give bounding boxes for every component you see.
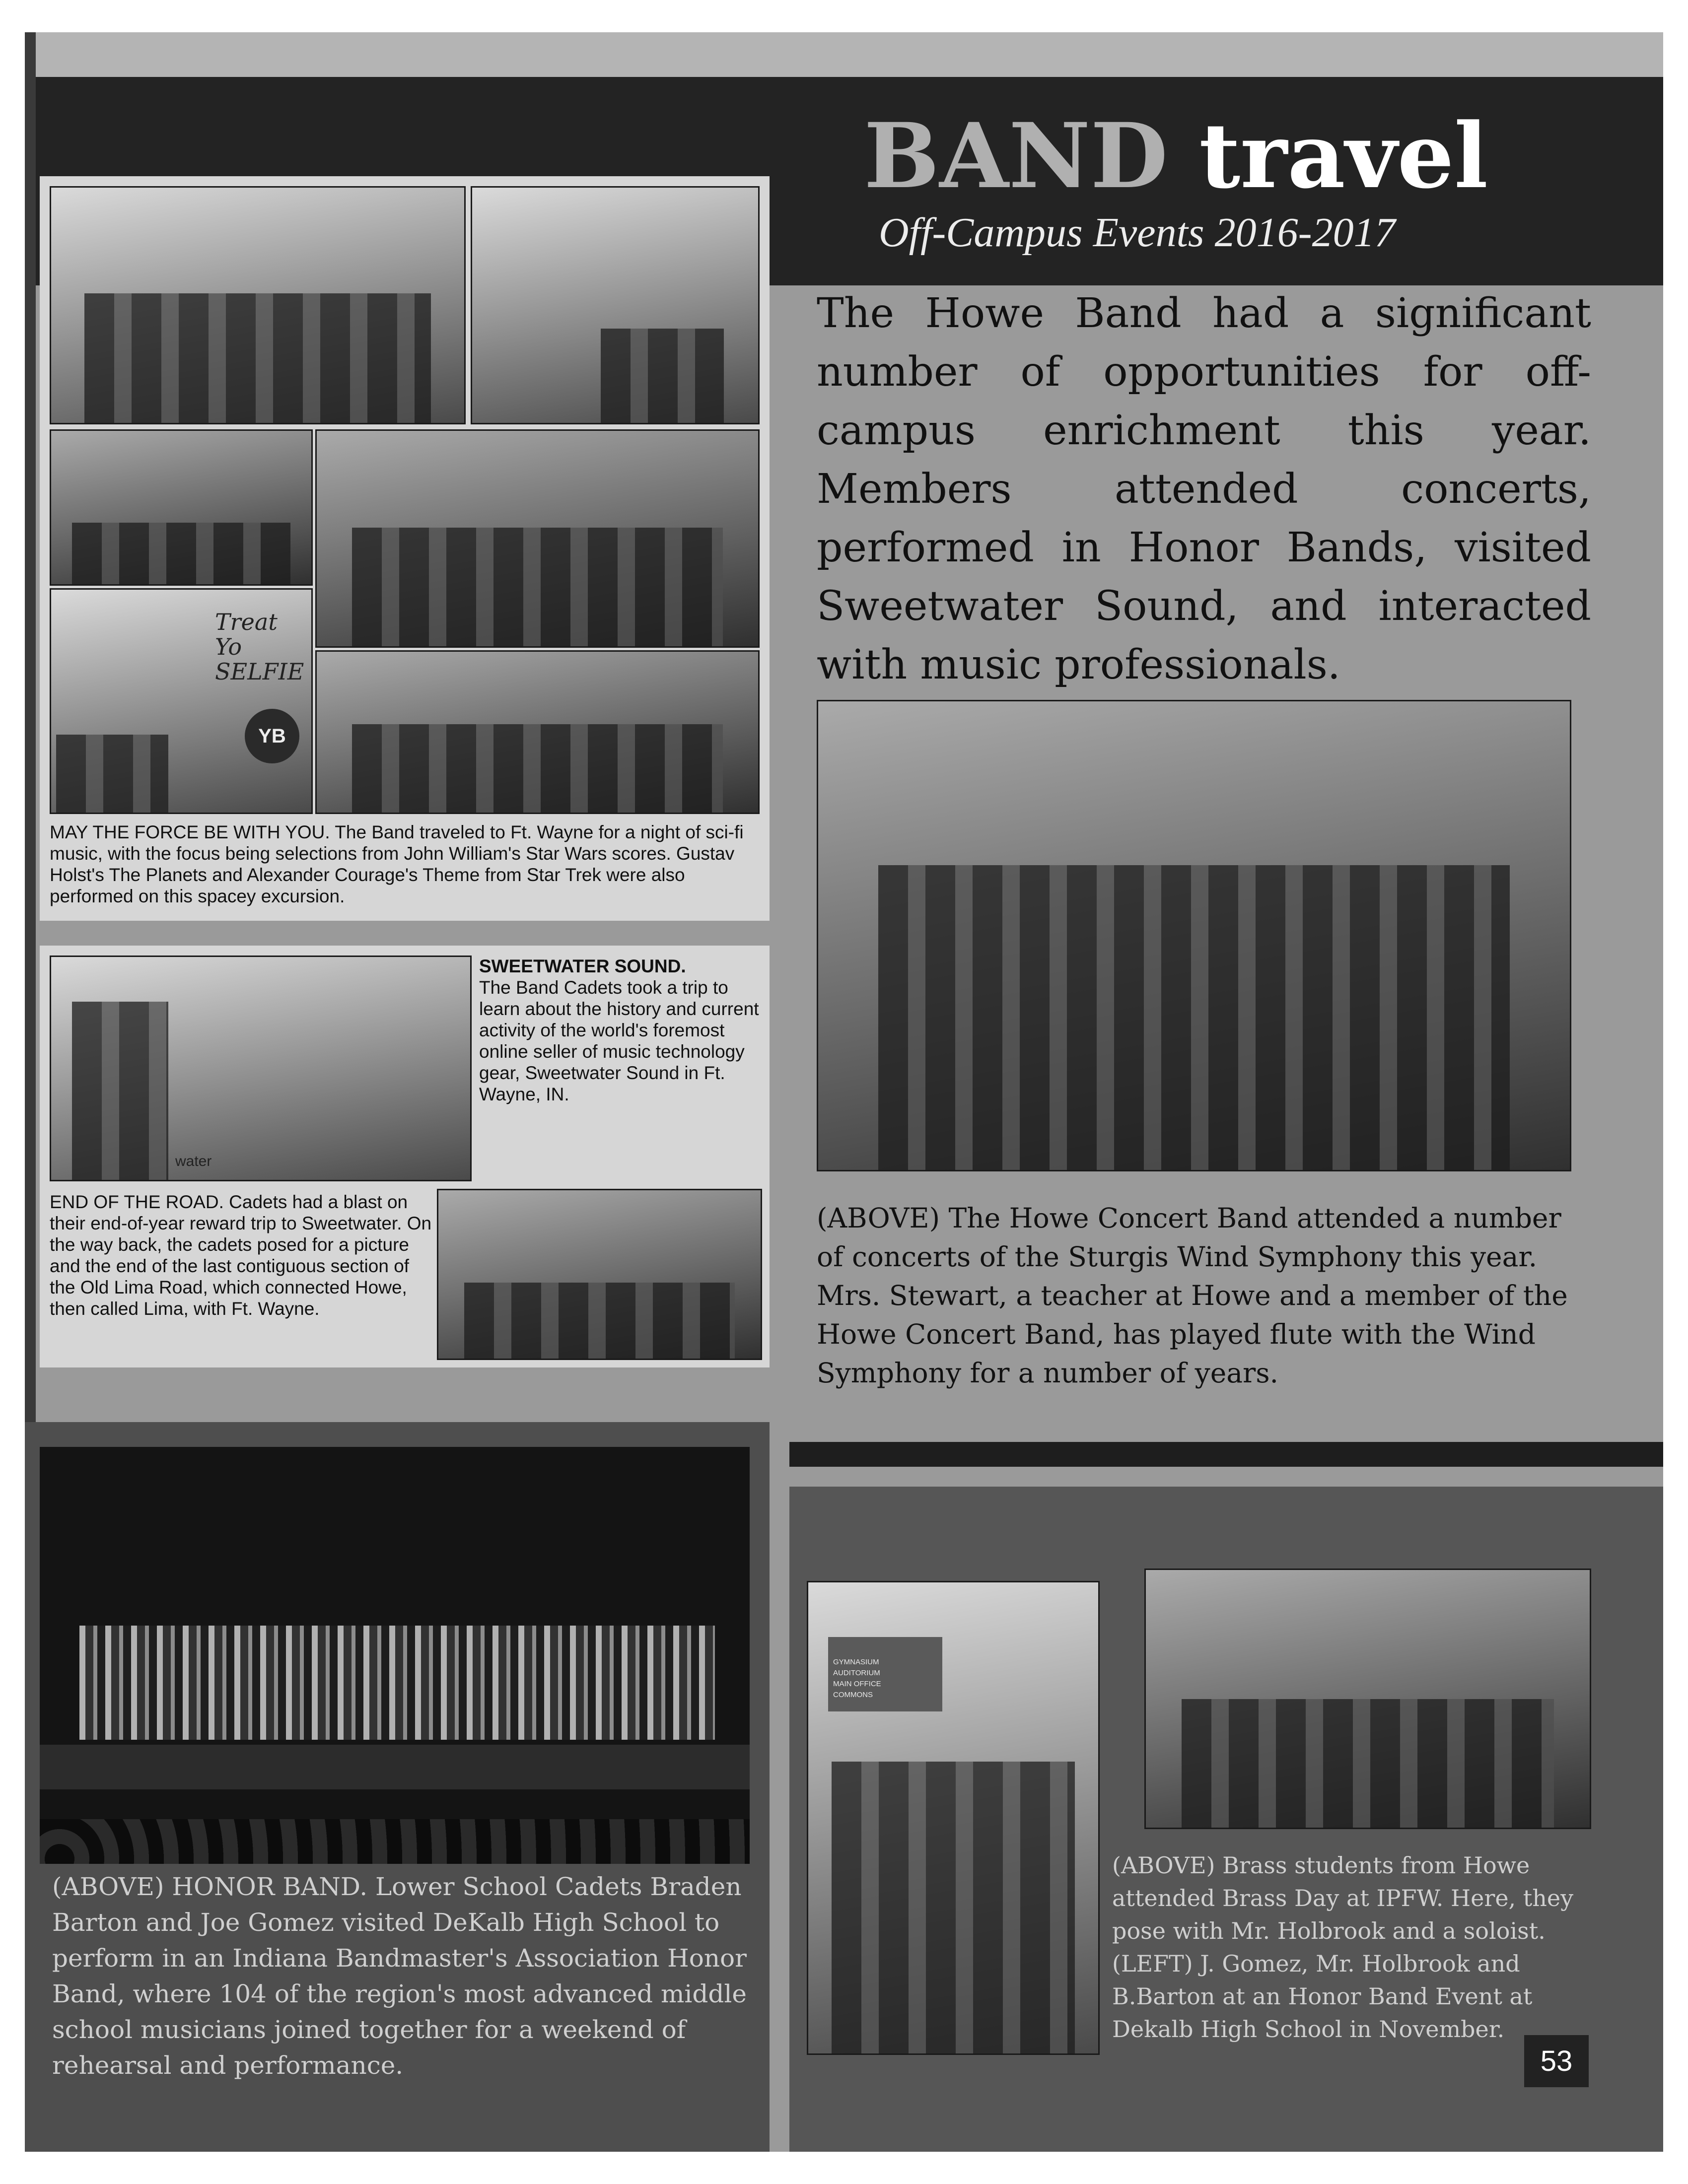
photo-sweetwater-tour — [50, 956, 472, 1181]
sweetwater-sign: water — [175, 1153, 212, 1169]
honor-band-caption: (ABOVE) HONOR BAND. Lower School Cadets Braden Barton and Joe Gomez visited DeKalb High School to perform in an Indiana Bandmaster's Association Honor Band, where 104 of the region's most advanced middle school musicians joined together for a weekend of rehearsal and performance. — [52, 1872, 747, 2080]
photo-street-cadets — [471, 186, 760, 424]
brass-caption: (ABOVE) Brass students from Howe attended Brass Day at IPFW. Here, they pose with Mr. Holbrook and a soloist. (LEFT) J. Gomez, Mr. Holbrook and B.Barton at an Honor Band Event at Dekalb High School in November. — [1112, 1852, 1574, 2043]
photo-troopers-group — [315, 650, 760, 814]
intro-paragraph: The Howe Band had a significant number of opportunities for off-campus enrichment this year. Members attended concerts, performed in Honor Bands, visited Sweetwater Sound, and interacted with music professionals. — [817, 290, 1591, 688]
star-wars-caption-body: The Band traveled to Ft. Wayne for a night of sci-fi music, with the focus being selections from John William's Star Wars scores. Gustav Holst's The Planets and Alexander Courage's Theme from Star Trek were also performed on this spacey excursion. — [50, 822, 744, 906]
end-of-road-caption-lead: END OF THE ROAD. — [50, 1192, 224, 1212]
hallway-sign-item: AUDITORIUM — [833, 1669, 880, 1677]
hallway-sign-item: GYMNASIUM — [833, 1658, 879, 1666]
photo-concert-band-group — [817, 700, 1571, 1171]
badge-logo-icon: YB — [245, 709, 299, 763]
end-of-road-caption — [50, 1191, 432, 1319]
sweetwater-caption — [479, 956, 762, 1105]
hallway-sign — [828, 1637, 942, 1711]
end-of-road-caption-body: Cadets had a blast on their end-of-year reward trip to Sweetwater. On the way back, the cadets posed for a picture and the end of the last contiguous section of the Old Lima Road, which connected Howe, then called Lima, with Ft. Wayne. — [50, 1192, 432, 1319]
page-number: 53 — [1524, 2035, 1589, 2087]
hallway-sign-item: MAIN OFFICE — [833, 1680, 881, 1688]
photo-gomez-holbrook-barton — [807, 1581, 1100, 2055]
photo-star-wars-characters — [315, 429, 760, 648]
photo-honor-band-stage — [40, 1447, 750, 1864]
page-subtitle: Off-Campus Events 2016-2017 — [879, 209, 1396, 256]
star-wars-panel — [40, 176, 770, 921]
concert-band-caption: (ABOVE) The Howe Concert Band attended a number of concerts of the Sturgis Wind Symphony this year. Mrs. Stewart, a teacher at Howe and a member of the Howe Concert Band, has played flute with the Wind Symphony for a number of years. — [817, 1202, 1568, 1389]
photo-brass-day — [1144, 1569, 1591, 1829]
sweetwater-panel — [40, 946, 770, 1367]
hallway-sign-item: COMMONS — [833, 1691, 873, 1699]
title-travel: travel — [1199, 104, 1488, 208]
sweetwater-caption-lead: SWEETWATER SOUND. — [479, 956, 686, 976]
section-divider-bar — [789, 1442, 1663, 1467]
photo-old-lima-road — [437, 1189, 762, 1360]
title-band: BAND — [864, 104, 1168, 208]
top-band — [25, 32, 1663, 77]
photo-cadets-with-jawa — [50, 186, 466, 424]
yearbook-page — [25, 32, 1663, 2152]
photo-selfie-wall — [50, 588, 313, 814]
page-title — [864, 104, 1488, 208]
sweetwater-caption-body: The Band Cadets took a trip to learn about the history and current activity of the world's foremost online seller of music technology gear, Sweetwater Sound in Ft. Wayne, IN. — [479, 977, 759, 1104]
star-wars-caption-lead: MAY THE FORCE BE WITH YOU. — [50, 822, 330, 842]
star-wars-caption — [50, 821, 755, 907]
selfie-sign: Treat Yo SELFIE — [215, 609, 304, 685]
photo-lobby-cadets — [50, 429, 313, 586]
